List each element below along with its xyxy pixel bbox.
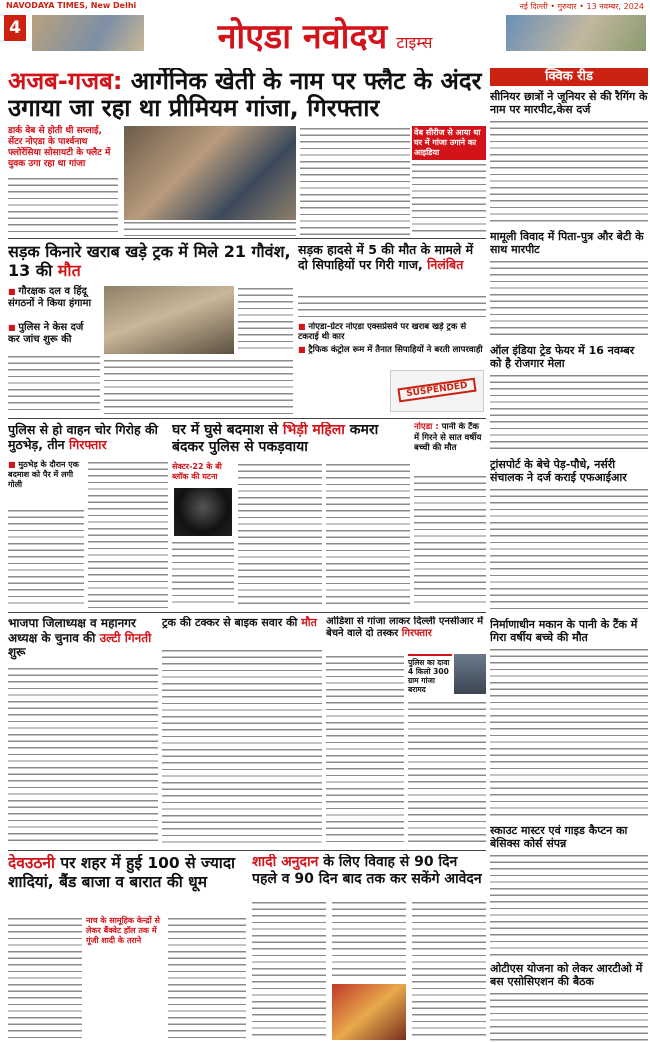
devuthani-body-col2 (168, 916, 246, 1040)
page-number: 4 (4, 15, 26, 41)
devuthani-headline (8, 854, 246, 892)
bike-body (162, 648, 322, 846)
lead-photo (124, 126, 296, 220)
gang-bullet: ■ मुठभेड़ के दौरान एक बदमाश को पैर में लगी गोली (8, 460, 82, 490)
quick-read-body (490, 991, 648, 1041)
gang-headline (8, 422, 168, 452)
robbery-body-col3 (326, 462, 410, 608)
grant-story (252, 854, 486, 1040)
devuthani-headline-red: देवउठनी (8, 854, 55, 872)
devuthani-story (8, 854, 246, 1040)
gang-headline-red: गिरफ्तार (68, 437, 107, 452)
quick-read-body (490, 259, 648, 338)
masthead (0, 0, 650, 57)
lead-box-body (412, 162, 486, 236)
robbery-headline-a: घर में घुसे बदमाश से (172, 422, 279, 438)
quick-read-item (490, 90, 648, 224)
masthead-title-suffix: टाइम्स (396, 33, 433, 52)
quick-read-body (490, 373, 648, 452)
truck-headline-text: सड़क किनारे खराब खड़े ट्रक में मिले 21 गौवंश, 13 की (8, 242, 291, 280)
masthead-title (150, 12, 500, 57)
bike-story (162, 616, 322, 846)
masthead-photo-right (506, 15, 646, 51)
truck-headline (8, 242, 293, 280)
robbery-story (172, 422, 410, 608)
quick-read-headline: ऑल इंडिया ट्रेड फेयर में 16 नवम्बर को है रोजगार मेला (490, 344, 635, 370)
truck-body-col2 (104, 358, 293, 414)
ganja2-photo (454, 654, 486, 694)
suspended-stamp-text: SUSPENDED (397, 378, 476, 403)
grant-body-col3 (412, 900, 486, 1040)
grant-photo (332, 984, 406, 1040)
quick-read-headline: मामूली विवाद में पिता-पुत्र और बेटी के साथ मारपीट (490, 230, 644, 256)
ganja2-body-col2 (408, 700, 486, 846)
truck-body-col3 (238, 286, 293, 354)
truck-photo (104, 286, 234, 354)
lead-story (8, 68, 486, 236)
quick-read-headline: ओटीएस योजना को लेकर आरटीओ में बस एसोसिएशन की बैठक (490, 962, 643, 988)
bike-headline-a: ट्रक की टक्कर से बाइक सवार की (162, 616, 298, 629)
bjp-headline-red: उल्टी गिनती (99, 630, 152, 645)
gang-headline-text: पुलिस से हो वाहन चोर गिरोह की मुठभेड़, तीन (8, 422, 158, 452)
tank-body (414, 474, 486, 608)
divider (8, 418, 486, 419)
bjp-headline-b: शुरू (8, 645, 26, 659)
grant-headline-red: शादी अनुदान (252, 854, 319, 870)
grant-headline (252, 854, 486, 888)
truck-bullet-1: ■ गौरक्षक दल व हिंदू संगठनों ने किया हंगामा (8, 286, 98, 310)
robbery-headline (172, 422, 410, 456)
robbery-headline-red: भिड़ी महिला (282, 422, 345, 438)
grant-body-col1 (252, 900, 326, 1040)
quick-read-item (490, 458, 648, 612)
quick-read-item (490, 824, 648, 956)
ganja2-box: पुलिस का दावा 4 किलो 300 ग्राम गांजा बरामद (408, 654, 452, 694)
gang-body-col2 (88, 460, 168, 608)
quick-read-item (490, 618, 648, 818)
lead-box (412, 126, 486, 236)
masthead-left-label: NAVODAYA TIMES, New Delhi (6, 1, 137, 10)
lead-body-col3 (300, 126, 410, 236)
suspend-bullet-2: ■ ट्रैफिक कंट्रोल रूम में तैनात सिपाहियों ने बरती लापरवाही (298, 345, 486, 355)
divider (8, 612, 486, 613)
truck-headline-red: मौत (57, 261, 81, 280)
tank-headline (414, 422, 486, 454)
bjp-story (8, 616, 158, 846)
quick-read-header: क्विक रीड (490, 68, 648, 86)
truck-bullet-2: ■ पुलिस ने केस दर्ज कर जांच शुरू की (8, 322, 98, 346)
quick-read-headline: ट्रांसपोर्ट के बेचे पेड़-पौधे, नर्सरी संचालक ने दर्ज कराई एफआईआर (490, 458, 627, 484)
suspend-headline-text: सड़क हादसे में 5 की मौत के मामले में दो सिपाहियों पर गिरी गाज, (298, 242, 474, 272)
tank-story (414, 422, 486, 608)
devuthani-body-col1 (8, 916, 82, 1040)
truck-story (8, 242, 293, 414)
truck-body-col1 (8, 354, 100, 414)
gang-body-col1 (8, 508, 84, 608)
robbery-body-col1 (172, 540, 234, 608)
bjp-body (8, 666, 158, 846)
bjp-headline-a: भाजपा जिलाध्यक्ष व महानगर अध्यक्ष के चुनाव की (8, 616, 136, 645)
quick-read-item (490, 230, 648, 338)
ganja2-headline (326, 616, 486, 640)
suspend-headline (298, 242, 486, 272)
masthead-photo-left (32, 15, 144, 51)
lead-headline-text: आर्गेनिक खेती के नाम पर फ्लैट के अंदर उगाया जा रहा था प्रीमियम गांजा, गिरफ्तार (8, 68, 482, 122)
tank-tag: नोएडा : (414, 422, 439, 432)
robbery-headline-b: कमरा बंदकर पुलिस से पकड़वाया (172, 422, 379, 455)
gang-story (8, 422, 168, 608)
lead-headline-prefix: अजब-गजब: (8, 68, 123, 95)
lead-box-headline: वेब सीरीज से आया था घर में गांजा उगाने का आइडिया (412, 126, 486, 160)
robbery-body-col2 (238, 462, 322, 608)
grant-headline-text: के लिए विवाह से 90 दिन पहले व 90 दिन बाद तक कर सकेंगे आवेदन (252, 854, 482, 887)
divider (8, 238, 486, 239)
lead-body-col1 (8, 176, 118, 236)
grant-body-col2 (332, 900, 406, 980)
quick-read-body (490, 487, 648, 609)
bjp-headline (8, 616, 158, 660)
tank-headline-text: पानी के टैंक में गिरने से सात वर्षीय बच्ची की मौत (414, 422, 482, 453)
ganja2-body-col1 (326, 654, 404, 846)
suspend-bullet-1: ■ नोएडा-ग्रेटर नोएडा एक्सप्रेसवे पर खराब खड़े ट्रक से टकराई थी कार (298, 322, 486, 342)
devuthani-headline-text: पर शहर में हुई 100 से ज्यादा शादियां, बैंड बाजा व बारात की धूम (8, 854, 236, 891)
masthead-title-main: नोएडा नवोदय (217, 17, 388, 57)
robbery-photo (174, 488, 232, 536)
quick-read-body (490, 119, 648, 223)
ganja2-headline-text: ओडिशा से गांजा लाकर दिल्ली एनसीआर में बेचने वाले दो तस्कर (326, 616, 484, 639)
devuthani-box: नाच के सामूहिक केन्द्रों से लेकर बैंक्वेट हॉल तक में गूंजी शादी के तराने (86, 916, 160, 945)
quick-read-body (490, 853, 648, 956)
divider (8, 850, 486, 851)
masthead-date: नई दिल्ली • गुरुवार • 13 नवम्बर, 2024 (519, 2, 644, 11)
ganja2-headline-red: गिरफ्तार (401, 628, 432, 639)
suspend-headline-red: निलंबित (427, 257, 464, 272)
quick-read-headline: स्काउट मास्टर एवं गाइड कैप्टन का बेसिक्स कोर्स संपन्न (490, 824, 628, 850)
quick-read-body (490, 647, 648, 817)
lead-body-col2 (124, 220, 296, 236)
quick-read-headline: निर्माणाधीन मकान के पानी के टैंक में गिरा वर्षीय बच्चे की मौत (490, 618, 638, 644)
ganja2-story (326, 616, 486, 846)
quick-read-headline: सीनियर छात्रों ने जूनियर से की रैगिंग के नाम पर मारपीट,केस दर्ज (490, 90, 648, 116)
quick-read-sidebar (490, 68, 648, 1043)
lead-headline (8, 68, 486, 122)
lead-subheadline: डार्क वेब से होती थी सप्लाई, सेंटर नोएडा के पार्श्वनाथ फ्लोरेंसिया सोसायटी के फ्लैट में युवक उगा रहा था गांजा (8, 126, 111, 169)
bike-headline (162, 616, 322, 629)
quick-read-item (490, 344, 648, 452)
suspended-stamp-image (390, 370, 484, 412)
quick-read-item (490, 962, 648, 1043)
robbery-photo-caption: सेक्टर-22 के बी ब्लॉक की घटना (172, 462, 222, 481)
bike-headline-red: मौत (301, 616, 317, 629)
